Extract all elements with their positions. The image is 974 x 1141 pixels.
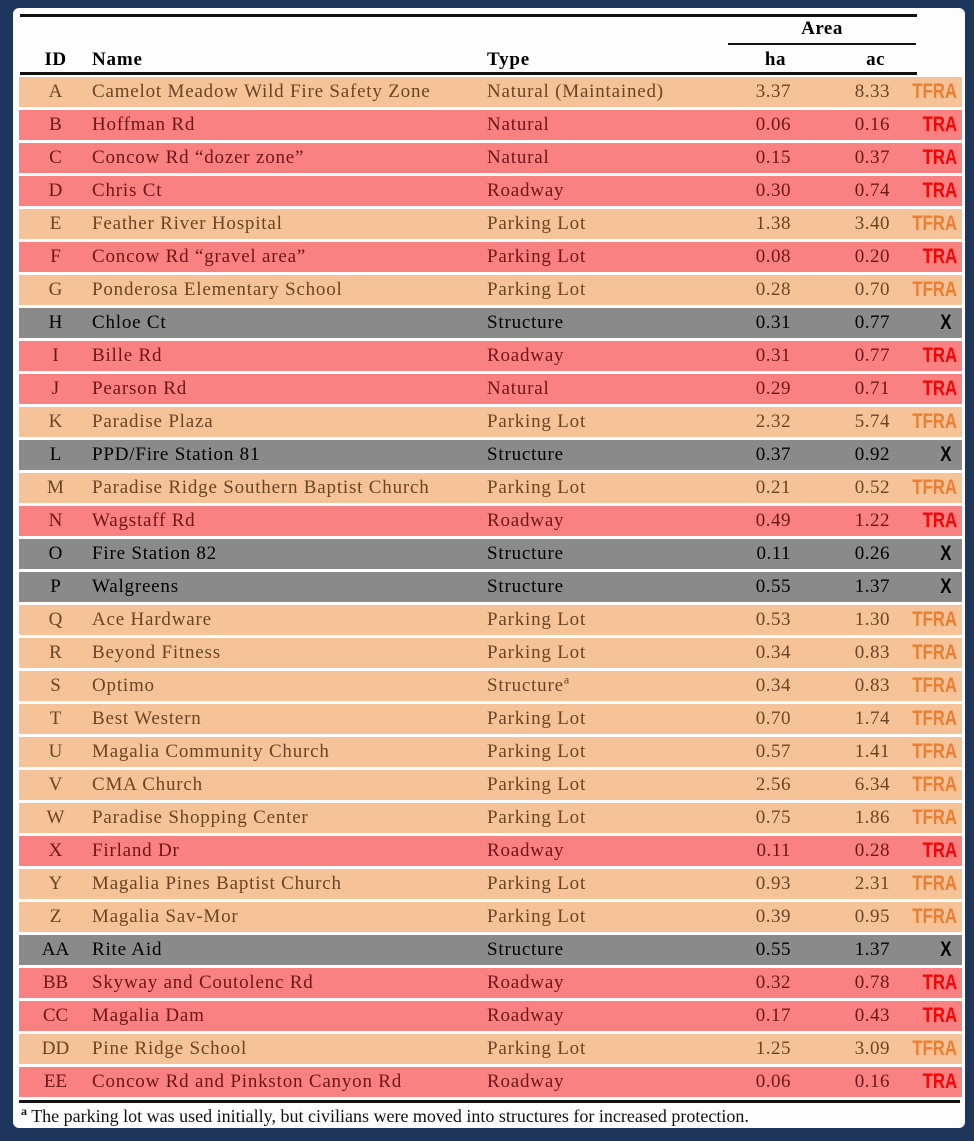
refuge-type-badge: TRA (922, 145, 957, 169)
cell-type: Parking Lot (487, 477, 587, 498)
cell-type: Roadway (487, 345, 565, 366)
cell-area-ha: 0.06 (755, 114, 791, 135)
cell-name: Beyond Fitness (92, 642, 221, 663)
table-row (19, 902, 962, 932)
cell-area-ha: 0.93 (755, 873, 791, 894)
cell-refuge-label (890, 147, 962, 170)
cell-id: X (48, 840, 63, 861)
cell-area-ac: 0.16 (854, 1071, 890, 1092)
table-row (19, 737, 962, 767)
cell-id: A (48, 81, 63, 102)
cell-area-ac: 0.95 (854, 906, 890, 927)
cell-type: Roadway (487, 1071, 565, 1092)
cell-area-ha: 0.53 (755, 609, 791, 630)
cell-area-ac: 1.86 (854, 807, 890, 828)
cell-area-ha: 3.37 (755, 81, 791, 102)
table-row (19, 638, 962, 668)
cell-type: Parking Lot (487, 807, 587, 828)
cell-id: I (52, 345, 59, 366)
cell-refuge-label (890, 114, 962, 137)
cell-id: Y (48, 873, 63, 894)
cell-area-ac: 0.37 (854, 147, 890, 168)
cell-name: Optimo (92, 675, 155, 696)
cell-area-ac: 1.22 (854, 510, 890, 531)
cell-name: Bille Rd (92, 345, 163, 366)
cell-area-ac: 0.83 (854, 675, 890, 696)
cell-id: U (48, 741, 63, 762)
cell-type: Parking Lot (487, 741, 587, 762)
cell-type: Structure (487, 444, 564, 465)
area-group-header-band (19, 17, 962, 45)
cell-area-ha: 0.06 (755, 1071, 791, 1092)
cell-id: D (48, 180, 63, 201)
cell-name: Ace Hardware (92, 609, 212, 630)
cell-name: Paradise Plaza (92, 411, 214, 432)
cell-area-ac: 0.20 (854, 246, 890, 267)
cell-area-ha: 0.17 (755, 1005, 791, 1026)
cell-area-ac: 0.71 (854, 378, 890, 399)
cell-area-ha: 0.37 (755, 444, 791, 465)
column-header-row (19, 45, 962, 72)
cell-area-ac: 2.31 (854, 873, 890, 894)
refuge-type-badge: TFRA (912, 640, 957, 664)
refuge-type-badge: TFRA (912, 1036, 957, 1060)
cell-id: S (50, 675, 61, 696)
cell-area-ac: 0.83 (854, 642, 890, 663)
refuge-type-badge: TFRA (912, 277, 957, 301)
table-row (19, 836, 962, 866)
refuge-area-table (19, 14, 962, 1127)
cell-refuge-label (890, 840, 962, 863)
cell-type: Natural (487, 147, 550, 168)
cell-name: Firland Dr (92, 840, 180, 861)
cell-id: R (49, 642, 62, 663)
cell-refuge-label (890, 972, 962, 995)
refuge-type-badge: TRA (922, 970, 957, 994)
cell-name: Feather River Hospital (92, 213, 283, 234)
table-row (19, 440, 962, 470)
cell-name: Paradise Ridge Southern Baptist Church (92, 477, 430, 498)
cell-area-ha: 0.75 (755, 807, 791, 828)
cell-type: Structure (487, 312, 564, 333)
cell-name: Chris Ct (92, 180, 163, 201)
cell-area-ac: 5.74 (854, 411, 890, 432)
cell-name: Magalia Pines Baptist Church (92, 873, 342, 894)
cell-type: Roadway (487, 840, 565, 861)
cell-area-ac: 6.34 (854, 774, 890, 795)
cell-name: Rite Aid (92, 939, 163, 960)
cell-refuge-label (890, 411, 962, 434)
cell-refuge-label (890, 1038, 962, 1061)
cell-id: Q (48, 609, 63, 630)
cell-refuge-label (890, 444, 962, 467)
table-row (19, 209, 962, 239)
cell-name: Pearson Rd (92, 378, 188, 399)
cell-name: Magalia Dam (92, 1005, 205, 1026)
cell-area-ha: 0.21 (755, 477, 791, 498)
cell-id: W (46, 807, 65, 828)
cell-area-ac: 0.78 (854, 972, 890, 993)
cell-id: AA (41, 939, 70, 960)
table-row (19, 1067, 962, 1097)
cell-refuge-label (890, 873, 962, 896)
cell-id: J (51, 378, 60, 399)
refuge-type-badge: X (940, 310, 952, 334)
cell-id: P (50, 576, 61, 597)
cell-area-ha: 0.08 (755, 246, 791, 267)
cell-id: E (49, 213, 62, 234)
cell-name: Skyway and Coutolenc Rd (92, 972, 314, 993)
cell-refuge-label (890, 741, 962, 764)
table-row (19, 1034, 962, 1064)
table-row (19, 308, 962, 338)
table-row (19, 374, 962, 404)
cell-id: V (48, 774, 63, 795)
refuge-type-badge: TFRA (912, 211, 957, 235)
cell-area-ha: 0.11 (756, 840, 791, 861)
cell-refuge-label (890, 279, 962, 302)
refuge-type-badge: TRA (922, 343, 957, 367)
cell-type: Natural (Maintained) (487, 81, 664, 102)
refuge-type-badge: TRA (922, 1069, 957, 1093)
cell-id: L (49, 444, 62, 465)
table-row (19, 341, 962, 371)
area-group-underline (728, 43, 916, 45)
table-row (19, 176, 962, 206)
cell-type: Structure$^a$ (487, 672, 570, 696)
document-panel (13, 8, 965, 1128)
cell-name: Pine Ridge School (92, 1038, 248, 1059)
cell-refuge-label (890, 1071, 962, 1094)
cell-id: T (49, 708, 62, 729)
table-row (19, 242, 962, 272)
cell-id: H (48, 312, 63, 333)
cell-type: Parking Lot (487, 774, 587, 795)
table-row (19, 803, 962, 833)
cell-area-ha: 0.39 (755, 906, 791, 927)
cell-name: Concow Rd “dozer zone” (92, 147, 305, 168)
column-header-id: ID (44, 49, 67, 70)
cell-type: Roadway (487, 180, 565, 201)
cell-refuge-label (890, 1005, 962, 1028)
refuge-type-badge: TFRA (912, 772, 957, 796)
footnote-text: The parking lot was used initially, but civilians were moved into structures for increased protection. (31, 1106, 749, 1126)
cell-name: Paradise Shopping Center (92, 807, 309, 828)
table-row (19, 572, 962, 602)
cell-type: Roadway (487, 1005, 565, 1026)
refuge-type-badge: TRA (922, 838, 957, 862)
cell-type: Roadway (487, 510, 565, 531)
cell-area-ha: 0.55 (755, 576, 791, 597)
refuge-type-badge: TFRA (912, 475, 957, 499)
cell-name: Wagstaff Rd (92, 510, 196, 531)
cell-name: Fire Station 82 (92, 543, 217, 564)
cell-refuge-label (890, 609, 962, 632)
table-rows (19, 77, 962, 1097)
cell-name: Camelot Meadow Wild Fire Safety Zone (92, 81, 431, 102)
refuge-type-badge: TRA (922, 1003, 957, 1027)
refuge-type-badge: TRA (922, 244, 957, 268)
cell-area-ha: 0.30 (755, 180, 791, 201)
cell-type: Parking Lot (487, 213, 587, 234)
cell-name: CMA Church (92, 774, 203, 795)
table-footnote (21, 1106, 962, 1127)
cell-type: Natural (487, 378, 550, 399)
cell-area-ac: 0.70 (854, 279, 890, 300)
cell-name: Chloe Ct (92, 312, 167, 333)
cell-area-ha: 0.34 (755, 675, 791, 696)
cell-name: Hoffman Rd (92, 114, 196, 135)
cell-name: Best Western (92, 708, 202, 729)
cell-area-ha: 2.32 (755, 411, 791, 432)
table-bottom-rule (19, 1100, 960, 1103)
cell-area-ac: 1.37 (854, 939, 890, 960)
cell-id: G (48, 279, 63, 300)
refuge-type-badge: TRA (922, 178, 957, 202)
cell-refuge-label (890, 939, 962, 962)
cell-name: Ponderosa Elementary School (92, 279, 343, 300)
table-row (19, 869, 962, 899)
cell-id: EE (43, 1071, 68, 1092)
cell-id: B (49, 114, 62, 135)
cell-area-ha: 1.38 (755, 213, 791, 234)
cell-area-ac: 1.37 (854, 576, 890, 597)
cell-id: CC (42, 1005, 69, 1026)
cell-area-ha: 0.57 (755, 741, 791, 762)
cell-area-ha: 0.31 (755, 345, 791, 366)
cell-area-ac: 0.77 (854, 345, 890, 366)
cell-refuge-label (890, 345, 962, 368)
cell-area-ac: 0.28 (854, 840, 890, 861)
refuge-type-badge: TRA (922, 508, 957, 532)
cell-type: Parking Lot (487, 609, 587, 630)
table-row (19, 770, 962, 800)
refuge-type-badge: TFRA (912, 673, 957, 697)
cell-refuge-label (890, 543, 962, 566)
refuge-type-badge: TFRA (912, 739, 957, 763)
cell-id: K (48, 411, 63, 432)
cell-area-ac: 8.33 (854, 81, 890, 102)
cell-refuge-label (890, 81, 962, 104)
cell-name: Walgreens (92, 576, 179, 597)
cell-refuge-label (890, 378, 962, 401)
cell-name: Concow Rd and Pinkston Canyon Rd (92, 1071, 403, 1092)
refuge-type-badge: TFRA (912, 607, 957, 631)
cell-type: Roadway (487, 972, 565, 993)
cell-area-ac: 1.30 (854, 609, 890, 630)
cell-refuge-label (890, 675, 962, 698)
cell-area-ha: 0.31 (755, 312, 791, 333)
table-row (19, 1001, 962, 1031)
refuge-type-badge: X (940, 541, 952, 565)
cell-area-ha: 1.25 (755, 1038, 791, 1059)
refuge-type-badge: TFRA (912, 805, 957, 829)
cell-id: O (48, 543, 63, 564)
table-row (19, 143, 962, 173)
refuge-type-badge: TRA (922, 112, 957, 136)
cell-type: Parking Lot (487, 906, 587, 927)
cell-area-ac: 0.74 (854, 180, 890, 201)
table-row (19, 968, 962, 998)
cell-area-ha: 0.29 (755, 378, 791, 399)
table-row (19, 407, 962, 437)
cell-refuge-label (890, 312, 962, 335)
cell-area-ac: 0.77 (854, 312, 890, 333)
cell-refuge-label (890, 906, 962, 929)
cell-refuge-label (890, 576, 962, 599)
cell-id: N (48, 510, 63, 531)
cell-id: BB (42, 972, 69, 993)
cell-area-ac: 0.52 (854, 477, 890, 498)
cell-area-ac: 0.92 (854, 444, 890, 465)
cell-name: PPD/Fire Station 81 (92, 444, 261, 465)
cell-id: C (49, 147, 62, 168)
refuge-type-badge: TFRA (912, 706, 957, 730)
refuge-type-badge: TFRA (912, 409, 957, 433)
cell-area-ac: 0.26 (854, 543, 890, 564)
cell-refuge-label (890, 180, 962, 203)
column-header-ac: ac (866, 49, 885, 70)
cell-type: Parking Lot (487, 642, 587, 663)
cell-area-ac: 0.16 (854, 114, 890, 135)
cell-type: Natural (487, 114, 550, 135)
refuge-type-badge: TFRA (912, 871, 957, 895)
table-row (19, 539, 962, 569)
refuge-type-badge: TFRA (912, 79, 957, 103)
cell-refuge-label (890, 708, 962, 731)
cell-area-ha: 2.56 (755, 774, 791, 795)
table-row (19, 77, 962, 107)
column-header-type: Type (487, 49, 530, 70)
area-group-header: Area (801, 18, 843, 39)
table-row (19, 605, 962, 635)
cell-id: DD (41, 1038, 70, 1059)
cell-refuge-label (890, 477, 962, 500)
cell-area-ac: 1.74 (854, 708, 890, 729)
cell-area-ha: 0.34 (755, 642, 791, 663)
cell-refuge-label (890, 213, 962, 236)
cell-area-ha: 0.15 (755, 147, 791, 168)
refuge-type-badge: TRA (922, 376, 957, 400)
cell-area-ha: 0.32 (755, 972, 791, 993)
table-row (19, 110, 962, 140)
cell-type: Parking Lot (487, 873, 587, 894)
cell-name: Magalia Sav-Mor (92, 906, 239, 927)
cell-area-ac: 0.43 (854, 1005, 890, 1026)
table-row (19, 473, 962, 503)
cell-refuge-label (890, 642, 962, 665)
footnote-marker: a (21, 1104, 27, 1118)
table-row (19, 275, 962, 305)
column-header-name: Name (92, 49, 143, 70)
cell-refuge-label (890, 774, 962, 797)
cell-type: Parking Lot (487, 1038, 587, 1059)
refuge-type-badge: X (940, 442, 952, 466)
cell-type: Structure (487, 543, 564, 564)
cell-type: Parking Lot (487, 411, 587, 432)
cell-name: Concow Rd “gravel area” (92, 246, 307, 267)
table-row (19, 506, 962, 536)
cell-area-ha: 0.28 (755, 279, 791, 300)
cell-area-ha: 0.70 (755, 708, 791, 729)
refuge-type-badge: TFRA (912, 904, 957, 928)
table-row (19, 704, 962, 734)
cell-area-ha: 0.11 (756, 543, 791, 564)
cell-id: Z (49, 906, 62, 927)
cell-refuge-label (890, 246, 962, 269)
table-row (19, 671, 962, 701)
table-row (19, 935, 962, 965)
cell-area-ac: 3.40 (854, 213, 890, 234)
cell-id: F (50, 246, 61, 267)
cell-refuge-label (890, 510, 962, 533)
cell-type: Parking Lot (487, 246, 587, 267)
cell-type: Structure (487, 939, 564, 960)
cell-area-ac: 1.41 (854, 741, 890, 762)
cell-refuge-label (890, 807, 962, 830)
cell-type: Parking Lot (487, 279, 587, 300)
cell-name: Magalia Community Church (92, 741, 330, 762)
cell-area-ha: 0.55 (755, 939, 791, 960)
refuge-type-badge: X (940, 574, 952, 598)
cell-id: M (47, 477, 64, 498)
cell-area-ac: 3.09 (854, 1038, 890, 1059)
cell-type: Parking Lot (487, 708, 587, 729)
column-header-ha: ha (764, 49, 786, 70)
cell-area-ha: 0.49 (755, 510, 791, 531)
header-bottom-rule (20, 72, 917, 75)
refuge-type-badge: X (940, 937, 952, 961)
cell-type: Structure (487, 576, 564, 597)
